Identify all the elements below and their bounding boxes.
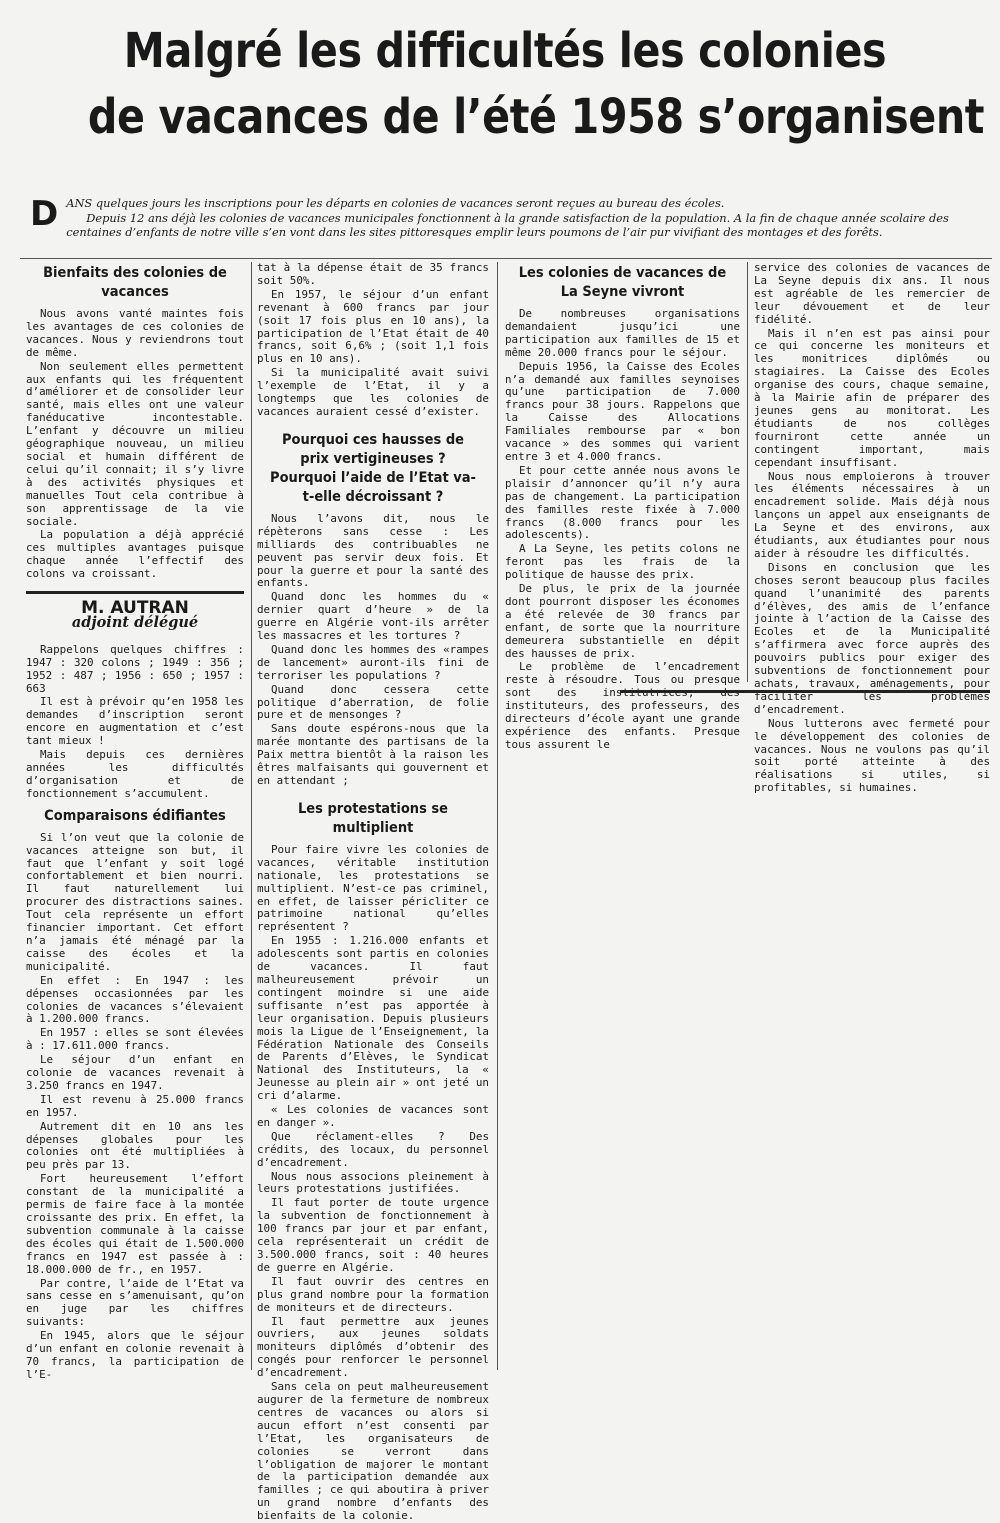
heading-bienfaits: Bienfaits des colonies de vacances bbox=[43, 265, 227, 300]
col4-para: Disons en conclusion que les choses seront beaucoup plus faciles quand l’unanimité des parents d’élèves, des amis de l’enfance jointe à l’action de la Caisse des Ecoles et de la Municipalité s’affirmera avec force auprès des pouvoirs publics pour exiger des subventions de fonctionnement pour achats, travaux, aménagements, pour faciliter les problèmes d’encadrement. bbox=[754, 560, 990, 716]
column-divider bbox=[497, 262, 498, 1370]
col2-para: tat à la dépense était de 35 francs soit 50%. bbox=[257, 261, 489, 287]
col2-para: Pour faire vivre les colonies de vacances, véritable institution nationale, les protestations se multiplient. N’est-ce pas criminel, en effet, de laisser péricliter ce patrimoine national qu’elles représentent ? bbox=[257, 842, 489, 934]
heading-protestations: Les protestations se multiplient bbox=[297, 800, 449, 836]
col1-para: En 1957 : elles se sont élevées à : 17.611.000 francs. bbox=[26, 1026, 244, 1053]
col1-para: Le séjour d’un enfant en colonie de vacances revenait à 3.250 francs en 1947. bbox=[26, 1053, 244, 1092]
col1-para: Par contre, l’aide de l’Etat va sans cesse en s’amenuisant, qu’on en juge par les chiffres suivants: bbox=[26, 1276, 244, 1329]
col4-para: Nous nous emploierons à trouver les éléments nécessaires à un encadrement solide. Mais déjà nous lançons un appel aux enseignants de La Seyne et des environs, aux étudiants, aux étudiantes pour nous aider à résoudre les difficultés. bbox=[754, 469, 990, 560]
col3-para: Le problème de l’encadrement reste à résoudre. Tous ou presque sont des institutrices, des instituteurs, des professeurs, des directeurs d’école ayant une grande expérience des enfants. Presque tous assurent le bbox=[505, 660, 740, 751]
heading-comparaisons: Comparaisons édifiantes bbox=[44, 807, 226, 824]
col2-para: En 1957, le séjour d’un enfant revenant à 600 francs par jour (soit 17 fois plus en 10 ans), la participation de l’Etat était de 40 francs, soit 6,6% ; (soit 1,1 fois plus en 10 ans). bbox=[257, 287, 489, 366]
col2-para: Quand donc les hommes du « dernier quart d’heure » de la guerre en Algérie vont-ils arrêter les massacres et les tortures ? bbox=[257, 590, 489, 643]
col4-para: Mais il n’en est pas ainsi pour ce qui concerne les moniteurs et les monitrices diplômés ou stagiaires. La Caisse des Ecoles organise des cours, chaque semaine, à la Mairie afin de préparer des jeunes gens au monitorat. Les étudiants de nos collèges fourniront cette année un contingent important, mais cependant insuffisant. bbox=[754, 326, 990, 469]
intro-line-1: ANS quelques jours les inscriptions pour les départs en colonies de vacances seront reçues au bureau des écoles. bbox=[66, 196, 725, 210]
col2-para: Que réclament-elles ? Des crédits, des locaux, du personnel d’encadrement. bbox=[257, 1129, 489, 1169]
heading-la-seyne: Les colonies de vacances de La Seyne vivront bbox=[518, 265, 727, 300]
col2-para: Il faut porter de toute urgence la subvention de fonctionnement à 100 francs par jour et par enfant, cela représenterait un crédit de 3.500.000 francs, soit : 40 heures de guerre en Algérie. bbox=[257, 1196, 489, 1274]
col3-para: A La Seyne, les petits colons ne feront pas les frais de la politique de hausse des prix. bbox=[505, 542, 740, 582]
intro-line-2: Depuis 12 ans déjà les colonies de vacances municipales fonctionnent à la grande satisfaction de la population. A la fin de chaque année scolaire des centaines d’enfants de notre ville s’en vont dans les sites pittoresques emplir leurs poumons de l’air pur vivifiant des montages et des forêts. bbox=[66, 210, 949, 239]
intro-paragraph bbox=[30, 196, 990, 256]
article-end-rule bbox=[620, 690, 990, 693]
col1-para: Il est à prévoir qu’en 1958 les demandes d’inscription seront encore en augmentation et c’est tant mieux ! bbox=[26, 695, 244, 748]
headline-line-1: Malgré les difficultés les colonies bbox=[123, 23, 887, 79]
headline-line-2: de vacances de l’été 1958 s’organisent bbox=[87, 89, 985, 145]
col4-para: Nous lutterons avec fermeté pour le développement des colonies de vacances. Nous ne voulons pas qu’il soit porté atteinte à des réalisations si utiles, si profitables, si humaines. bbox=[754, 716, 990, 795]
col1-para: Nous avons vanté maintes fois les avantages de ces colonies de vacances. Nous y reviendrons tout de même. bbox=[26, 307, 244, 359]
col2-para: Sans doute espérons-nous que la marée montante des partisans de la Paix mettra bientôt à la raison les êtres malfaisants qui gouvernent et en attendant ; bbox=[257, 722, 489, 787]
col1-para: Il est revenu à 25.000 francs en 1957. bbox=[26, 1092, 244, 1119]
col1-para: Fort heureusement l’effort constant de la municipalité a permis de faire face à la montée croissante des prix. En effet, la subvention communale à la caisse des écoles qui était de 1.500.000 francs en 1947 est passée à : 18.000.000 de fr., en 1957. bbox=[26, 1172, 244, 1276]
col1-para: La population a déjà apprécié ces multiples avantages puisque chaque année l’effectif des colons va croissant. bbox=[26, 528, 244, 581]
col2-para: Sans cela on peut malheureusement augurer de la fermeture de nombreux centres de vacances ou alors si aucun effort n’est consenti par l’Etat, les organisateurs de colonies se verront dans l’obligation de majorer le montant de la participation demandée aux familles ; ce qui aboutira à priver un grand nombre d’enfants des bienfaits de la colonie. bbox=[257, 1380, 489, 1523]
col2-para: En 1955 : 1.216.000 enfants et adolescents sont partis en colonies de vacances. Il faut malheureusement prévoir un contingent moindre si une aide suffisante n’est pas apportée à leur organisation. Depuis plusieurs mois la Ligue de l’Enseignement, la Fédération Nationale des Conseils de Parents d’Elèves, le Syndicat National des Instituteurs, la « Jeunesse au plein air » ont jeté un cri d’alarme. bbox=[257, 934, 489, 1103]
drop-cap: D bbox=[30, 194, 59, 234]
byline-role: adjoint délégué bbox=[71, 613, 199, 631]
col1-para: Non seulement elles permettent aux enfants qui les fréquentent d’améliorer et de consolider leur santé, mais elles ont une valeur fanéducative incontestable. L’enfant y découvre un milieu géographique nouveau, un milieu social et humain différent de celui qu’il connait; il s’y livre à des activités physiques et manuelles Tout cela contribue à son apprentissage de la vie sociale. bbox=[26, 359, 244, 528]
column-2 bbox=[257, 261, 489, 1523]
col3-para: De nombreuses organisations demandaient jusqu’ici une participation aux familles de 15 et même 20.000 francs pour le séjour. bbox=[505, 307, 740, 359]
col2-para: Quand donc cessera cette politique d’aberration, de folie pure et de mensonges ? bbox=[257, 682, 489, 722]
column-divider bbox=[251, 262, 252, 1370]
col1-para: Mais depuis ces dernières années les difficultés d’organisation et de fonctionnement s’accumulent. bbox=[26, 748, 244, 800]
col2-para: Si la municipalité avait suivi l’exemple de l’Etat, il y a longtemps que les colonies de vacances auraient cessé d’exister. bbox=[257, 366, 489, 418]
col4-para: service des colonies de vacances de La Seyne depuis dix ans. Il nous est agréable de les remercier de leur dévouement et de leur fidélité. bbox=[754, 261, 990, 326]
col3-para: Depuis 1956, la Caisse des Ecoles n’a demandé aux familles seynoises qu’une participation de 7.000 francs pour 38 jours. Rappelons que la Caisse des Allocations Familiales rembourse par « bon vacance » des sommes qui varient entre 3 et 4.000 francs. bbox=[505, 359, 740, 463]
col3-para: Et pour cette année nous avons le plaisir d’annoncer qu’il n’y aura pas de changement. La participation des familles reste fixée à 7.000 francs (8.000 francs pour les adolescents). bbox=[505, 463, 740, 542]
col1-para: En effet : En 1947 : les dépenses occasionnées par les colonies de vacances s’élevaient à 1.200.000 francs. bbox=[26, 973, 244, 1026]
col2-para: Il faut ouvrir des centres en plus grand nombre pour la formation de moniteurs et de directeurs. bbox=[257, 1274, 489, 1314]
col2-para: « Les colonies de vacances sont en danger ». bbox=[257, 1103, 489, 1129]
column-4 bbox=[754, 261, 990, 795]
col2-para: Quand donc les hommes des «rampes de lancement» auront-ils fini de terroriser les populations ? bbox=[257, 642, 489, 682]
column-divider bbox=[747, 262, 748, 682]
col1-para: En 1945, alors que le séjour d’un enfant en colonie revenait à 70 francs, la participation de l’E- bbox=[26, 1329, 244, 1381]
col3-para: De plus, le prix de la journée dont pourront disposer les économes a été relevée de 30 francs par enfant, de sorte que la nourriture demeurera substantielle en dépit des hausses de prix. bbox=[505, 582, 740, 660]
col2-para: Nous l’avons dit, nous le répèterons sans cesse : Les milliards des contribuables ne peuvent pas servir deux fois. Et pour la guerre et pour la santé des enfants. bbox=[257, 511, 489, 590]
col1-para: Rappelons quelques chiffres : 1947 : 320 colons ; 1949 : 356 ; 1952 : 487 ; 1956 : 650 ; 1957 : 663 bbox=[26, 642, 244, 695]
column-1 bbox=[26, 258, 244, 1381]
headline bbox=[87, 18, 985, 150]
col2-para: Nous nous associons pleinement à leurs protestations justifiées. bbox=[257, 1169, 489, 1196]
col1-rule bbox=[26, 591, 244, 594]
column-3 bbox=[505, 258, 740, 751]
byline-name: M. AUTRAN bbox=[81, 598, 189, 619]
col1-para: Autrement dit en 10 ans les dépenses globales pour les colonies ont été multipliées à peu près par 13. bbox=[26, 1119, 244, 1172]
heading-pourquoi: Pourquoi ces hausses de prix vertigineuses ? Pourquoi l’aide de l’Etat va-t-elle décroissant ? bbox=[270, 431, 476, 505]
col1-para: Si l’on veut que la colonie de vacances atteigne son but, il faut que l’enfant y soit logé confortablement et bien nourri. Il faut naturellement lui procurer des distractions saines. Tout cela représente un effort financier important. Cet effort n’a jamais été ménagé par la caisse des écoles et la municipalité. bbox=[26, 830, 244, 973]
col2-para: Il faut permettre aux jeunes ouvriers, aux jeunes soldats moniteurs diplômés d’obtenir des congés pour renforcer le personnel d’encadrement. bbox=[257, 1314, 489, 1380]
